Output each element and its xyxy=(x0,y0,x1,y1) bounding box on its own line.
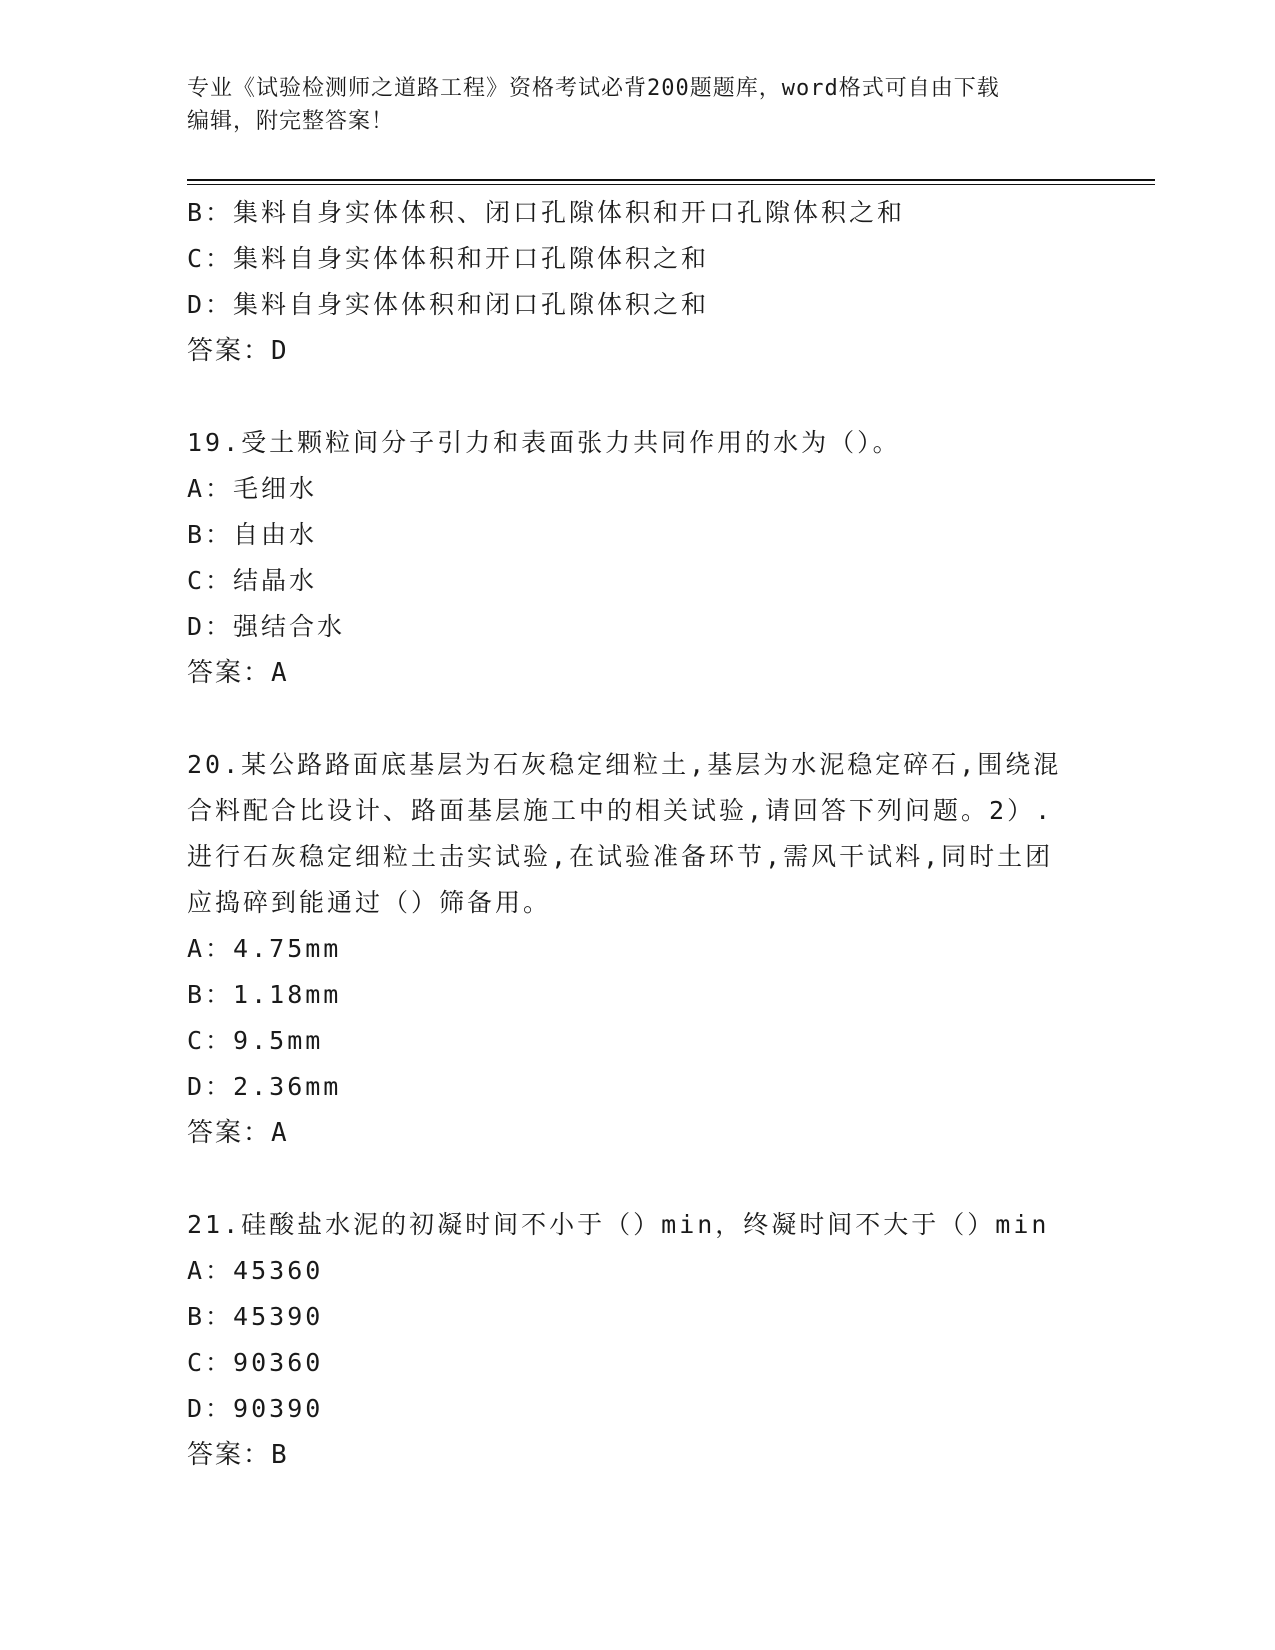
header-divider-top xyxy=(187,179,1155,181)
header-title-line-1: 专业《试验检测师之道路工程》资格考试必背200题题库，word格式可自由下载 xyxy=(187,76,1000,101)
option-a: A：45360 xyxy=(187,1256,324,1285)
question-19 xyxy=(187,420,1087,696)
option-c: C：集料自身实体体积和开口孔隙体积之和 xyxy=(187,244,710,273)
option-b: B：45390 xyxy=(187,1302,324,1331)
question-list xyxy=(187,190,1087,1478)
option-d: D：90390 xyxy=(187,1394,324,1423)
question-text-line-3: 进行石灰稳定细粒土击实试验,在试验准备环节,需风干试料,同时土团 xyxy=(187,842,1054,871)
option-b: B：集料自身实体体积、闭口孔隙体积和开口孔隙体积之和 xyxy=(187,198,906,227)
option-a: A：毛细水 xyxy=(187,474,318,503)
answer-label: 答案：A xyxy=(187,1118,289,1148)
spacer xyxy=(187,1156,1087,1202)
option-c: C：90360 xyxy=(187,1348,324,1377)
question-text: 21.硅酸盐水泥的初凝时间不小于（）min，终凝时间不大于（）min xyxy=(187,1210,1050,1239)
option-d: D：集料自身实体体积和闭口孔隙体积之和 xyxy=(187,290,710,319)
question-text: 19.受土颗粒间分子引力和表面张力共同作用的水为（）。 xyxy=(187,428,901,457)
answer-label: 答案：D xyxy=(187,336,289,366)
option-c: C：结晶水 xyxy=(187,566,318,595)
option-b: B：1.18mm xyxy=(187,980,342,1009)
option-a: A：4.75mm xyxy=(187,934,342,963)
header-divider-bottom xyxy=(187,184,1155,185)
answer-label: 答案：A xyxy=(187,658,289,688)
option-d: D：强结合水 xyxy=(187,612,346,641)
question-21 xyxy=(187,1202,1087,1478)
spacer xyxy=(187,374,1087,420)
spacer xyxy=(187,696,1087,742)
header-title-line-2: 编辑，附完整答案！ xyxy=(187,109,395,134)
option-c: C：9.5mm xyxy=(187,1026,324,1055)
question-20 xyxy=(187,742,1087,1156)
question-text-line-1: 20.某公路路面底基层为石灰稳定细粒土,基层为水泥稳定碎石,围绕混 xyxy=(187,750,1062,779)
option-b: B：自由水 xyxy=(187,520,318,549)
option-d: D：2.36mm xyxy=(187,1072,342,1101)
document-header xyxy=(187,72,1087,138)
question-text-line-2: 合料配合比设计、路面基层施工中的相关试验,请回答下列问题。2）. xyxy=(187,796,1054,825)
answer-label: 答案：B xyxy=(187,1440,289,1470)
question-text-line-4: 应捣碎到能通过（）筛备用。 xyxy=(187,888,552,917)
question-18-continued xyxy=(187,190,1087,374)
